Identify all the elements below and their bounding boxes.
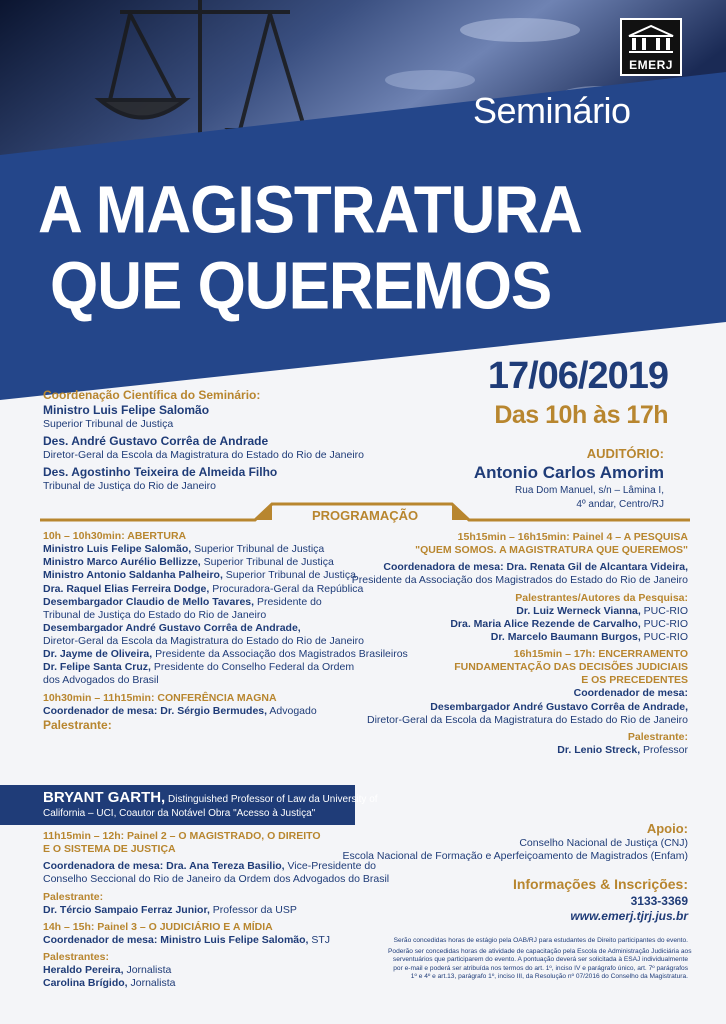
footnotes	[388, 937, 692, 981]
session-title: 11h15min – 12h: Painel 2 – O MAGISTRADO, O DIREITO	[43, 830, 321, 842]
support-title: Apoio:	[646, 821, 688, 836]
keynote-speaker-desc-2: California – UCI, Coautor da Notável Obra "Acesso à Justiça"	[43, 807, 316, 819]
event-date: 17/06/2019	[487, 355, 668, 397]
session-coordinator-continued: Conselho Seccional do Rio de Janeiro da Ordem dos Advogados do Brasil	[43, 873, 390, 886]
session-coordinator-role: Diretor-Geral da Escola da Magistratura do Estado do Rio de Janeiro	[367, 713, 688, 726]
keynote-speaker	[43, 789, 378, 820]
speaker-label: Palestrantes/Autores da Pesquisa:	[515, 591, 688, 604]
address-line-1: Rua Dom Manuel, s/n – Lâmina I,	[515, 485, 664, 496]
list-item: Dr. Lenio Streck, Professor	[557, 743, 688, 756]
session-coordinator: Coordenador de mesa: Ministro Luis Felipe Salomão, STJ	[43, 933, 331, 946]
coordinator-name: Ministro Luis Felipe Salomão	[43, 403, 210, 417]
footnote-line: 1º e 4º e art.13, parágrafo 1º, inciso III, da Resolução nº 07/2016 do Conselho da Magistratura.	[410, 972, 688, 980]
list-item: Dr. Jayme de Oliveira, Presidente da Associação dos Magistrados Brasileiros	[43, 648, 408, 661]
session-title-continued: FUNDAMENTAÇÃO DAS DECISÕES JUDICIAIS	[454, 661, 688, 674]
title-line-2: QUE QUEREMOS	[50, 249, 552, 324]
speaker-label: Palestrantes:	[43, 951, 109, 963]
event-time: Das 10h às 17h	[494, 401, 668, 429]
support-line: Conselho Nacional de Justiça (CNJ)	[519, 837, 688, 850]
coordinator-name: Des. Agostinho Teixeira de Almeida Filho	[43, 465, 278, 480]
title-line-1: A MAGISTRATURA	[38, 173, 582, 248]
session-coordinator: Coordenador de mesa: Dr. Sérgio Bermudes, Advogado	[43, 704, 317, 717]
support-section	[342, 821, 688, 864]
session-title-continued: E O SISTEMA DE JUSTIÇA	[43, 843, 176, 856]
speaker-label: Palestrante:	[43, 717, 112, 732]
list-item-continued: Diretor-Geral da Escola da Magistratura do Estado do Rio de Janeiro	[43, 635, 364, 647]
session-coordinator-label: Coordenador de mesa:	[573, 687, 688, 700]
auditorium-name: Antonio Carlos Amorim	[473, 463, 664, 482]
schedule-left-column	[43, 530, 408, 733]
session-coordinator: Coordenadora de mesa: Dra. Renata Gil de Alcantara Videira,	[383, 561, 688, 574]
list-item: Dra. Maria Alice Rezende de Carvalho, PUC-RIO	[450, 617, 688, 630]
scientific-coordination	[43, 388, 473, 496]
footnote-line: serventuários que participarem do evento. A pontuação deverá ser solicitada à ESAJ individualmente	[392, 956, 688, 964]
speaker-label: Palestrante:	[627, 730, 688, 743]
schedule-left-column-lower	[43, 830, 390, 990]
list-item: Carolina Brígido, Jornalista	[43, 977, 176, 990]
list-item: Dr. Tércio Sampaio Ferraz Junior, Professor da USP	[43, 903, 297, 916]
keynote-speaker-desc: Distinguished Professor of Law da University of	[165, 794, 378, 805]
list-item: Dr. Felipe Santa Cruz, Presidente do Conselho Federal da Ordem	[43, 661, 355, 674]
session-title: 10h30min – 11h15min: CONFERÊNCIA MAGNA	[43, 691, 277, 704]
seminar-subtitle: Seminário	[473, 90, 631, 131]
session-coordinator-role: Presidente da Associação dos Magistrados do Estado do Rio de Janeiro	[351, 574, 688, 587]
speaker-label: Palestrante:	[43, 890, 104, 903]
schedule-right-column	[343, 531, 688, 757]
coordinator-name: Des. André Gustavo Corrêa de Andrade	[43, 434, 269, 449]
session-coordinator-name: Desembargador André Gustavo Corrêa de Andrade,	[430, 700, 688, 713]
list-item: Dr. Luiz Werneck Vianna, PUC-RIO	[516, 604, 688, 617]
coordinator-role: Diretor-Geral da Escola da Magistratura do Estado do Rio de Janeiro	[43, 449, 364, 462]
list-item: Ministro Antonio Saldanha Palheiro, Superior Tribunal de Justiça	[43, 569, 356, 582]
list-item: Dra. Raquel Elias Ferreira Dodge, Procuradora-Geral da República	[43, 582, 364, 595]
list-item: Ministro Marco Aurélio Bellizze, Superior Tribunal de Justiça	[43, 556, 334, 569]
coordinator-role: Superior Tribunal de Justiça	[43, 418, 174, 430]
building-icon	[626, 24, 676, 54]
footnote-line: por e-mail e poderá ser atribuída nos termos do art. 1º, inciso IV e parágrafo único, art. 7º parágrafos	[393, 964, 688, 972]
info-section	[513, 876, 688, 924]
address-line-2: 4º andar, Centro/RJ	[576, 499, 664, 510]
list-item-continued: Tribunal de Justiça do Estado do Rio de Janeiro	[43, 608, 267, 621]
coordinator-role: Tribunal de Justiça do Rio de Janeiro	[43, 480, 216, 493]
list-item: Dr. Marcelo Baumann Burgos, PUC-RIO	[490, 630, 688, 643]
list-item: Ministro Luis Felipe Salomão, Superior Tribunal de Justiça	[43, 543, 325, 556]
footnote-line: Poderão ser concedidas horas de atividade de capacitação pela Escola de Administração Judiciária aos	[388, 948, 692, 956]
programacao-label: PROGRAMAÇÃO	[312, 508, 419, 523]
list-item: Desembargador André Gustavo Corrêa de Andrade,	[43, 621, 301, 634]
footnote-line: Serão concedidas horas de estágio pela OAB/RJ para estudantes de Direito participantes do evento.	[393, 937, 688, 944]
session-title-continued: "QUEM SOMOS. A MAGISTRATURA QUE QUEREMOS"	[415, 544, 688, 557]
website-link[interactable]: www.emerj.tjrj.jus.br	[570, 908, 688, 923]
phone-number: 3133-3369	[630, 893, 688, 908]
session-title: 15h15min – 16h15min: Painel 4 – A PESQUISA	[457, 531, 688, 543]
session-title-continued: E OS PRECEDENTES	[581, 674, 688, 687]
list-item: Desembargador Claudio de Mello Tavares, Presidente do	[43, 595, 322, 608]
info-title: Informações & Inscrições:	[512, 876, 688, 892]
logo-text: EMERJ	[629, 58, 673, 72]
session-title: 14h – 15h: Painel 3 – O JUDICIÁRIO E A MÍDIA	[43, 920, 273, 933]
emerj-logo	[620, 18, 682, 76]
list-item-continued: dos Advogados do Brasil	[43, 674, 159, 687]
coordination-title: Coordenação Científica do Seminário:	[43, 388, 261, 402]
list-item: Heraldo Pereira, Jornalista	[43, 964, 172, 977]
support-line: Escola Nacional de Formação e Aperfeiçoamento de Magistrados (Enfam)	[342, 850, 688, 863]
auditorium-label: AUDITÓRIO:	[586, 446, 664, 461]
keynote-speaker-name: BRYANT GARTH,	[43, 789, 166, 806]
session-title: 16h15min – 17h: ENCERRAMENTO	[513, 648, 688, 660]
session-coordinator: Coordenadora de mesa: Dra. Ana Tereza Basilio, Vice-Presidente do	[43, 860, 377, 873]
session-title: 10h – 10h30min: ABERTURA	[43, 530, 187, 542]
